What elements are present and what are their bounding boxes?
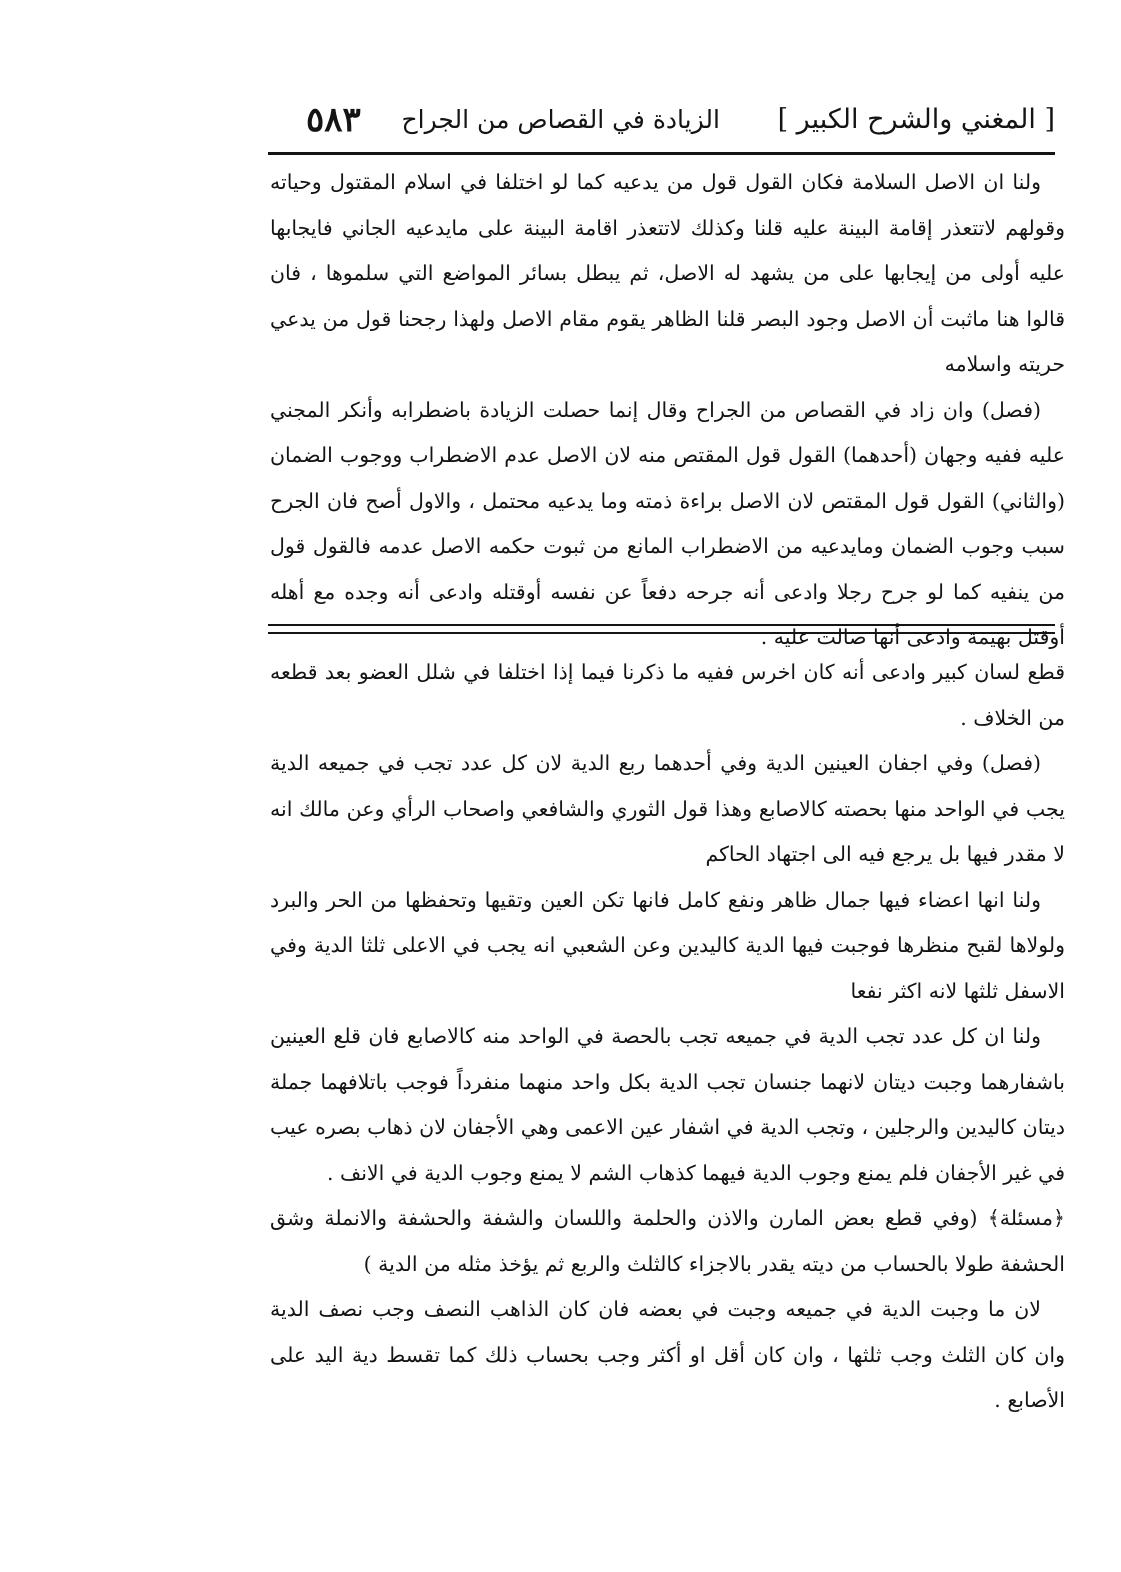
paragraph: (فصل) وان زاد في القصاص من الجراح وقال إنما حصلت الزيادة باضطرابه وأنكر المجني عليه ففيه وجهان (أحدهما) القول قول المقتص منه لان الاصل عدم الاضطراب ووجوب الضمان (والثاني) القول قول المقتص لان الاصل براءة ذمته وما يدعيه محتمل ، والاول أصح فان الجرح سبب وجوب الضمان ومايدعيه من الاضطراب المانع من ثبوت حكمه الاصل عدمه فالقول قول من ينفيه كما لو جرح رجلا وادعى أنه جرحه دفعاً عن نفسه أوقتله وادعى أنه وجده مع أهله أوقتل بهيمة وادعى أنها صالت عليه . — [270, 397, 1065, 649]
chapter-title: الزيادة في القصاص من الجراح — [401, 105, 720, 134]
header-rule — [268, 152, 1055, 155]
paragraph: ولنا ان الاصل السلامة فكان القول قول من يدعيه كما لو اختلفا في اسلام المقتول وحياته وقولهم لاتتعذر إقامة البينة عليه قلنا وكذلك لاتتعذر اقامة البينة على مايدعيه الجاني فايجابها عليه أولى من إيجابها على من يشهد له الاصل، ثم يبطل بسائر المواضع التي سلموها ، فان قالوا هنا ماثبت أن الاصل وجود البصر قلنا الظاهر يقوم مقام الاصل ولهذا رجحنا قول من يدعي حريته واسلامه — [270, 170, 1065, 376]
paragraph: ولنا ان كل عدد تجب الدية في جميعه تجب بالحصة في الواحد منه كالاصابع فان قلع العينين باشفارهما وجبت ديتان لانهما جنسان تجب الدية بكل واحد منهما منفرداً فوجب باتلافهما جملة ديتان كاليدين والرجلين ، وتجب الدية في اشفار عين الاعمى وهي الأجفان لان ذهاب بصره عيب في غير الأجفان فلم يمنع وجوب الدية فيهما كذهاب الشم لا يمنع وجوب الدية في الانف . — [270, 1024, 1065, 1185]
paragraph: لان ما وجبت الدية في جميعه وجبت في بعضه فان كان الذاهب النصف وجب نصف الدية وان كان الثلث وجب ثلثها ، وان كان أقل او أكثر وجب بحساب ذلك كما تقسط دية اليد على الأصابع . — [270, 1297, 1065, 1412]
paragraph: (فصل) وفي اجفان العينين الدية وفي أحدهما ربع الدية لان كل عدد تجب في جميعه الدية يجب في الواحد منها بحصته كالاصابع وهذا قول الثوري والشافعي واصحاب الرأي وعن مالك انه لا مقدر فيها بل يرجع فيه الى اجتهاد الحاكم — [270, 751, 1065, 866]
book-title: [ المغني والشرح الكبير ] — [777, 104, 1055, 135]
paragraph: ﴿مسئلة﴾ (وفي قطع بعض المارن والاذن والحلمة واللسان والشفة والحشفة والانملة وشق الحشفة طولا بالحساب من ديته يقدر بالاجزاء كالثلث والربع ثم يؤخذ مثله من الدية ) — [270, 1206, 1065, 1276]
running-header — [268, 92, 1055, 152]
section-separator — [268, 624, 1055, 634]
paragraph: ولنا انها اعضاء فيها جمال ظاهر ونفع كامل فانها تكن العين وتقيها وتحفظها من الحر والبرد ولولاها لقبح منظرها فوجبت فيها الدية كاليدين وعن الشعبي انه يجب في الاعلى ثلثا الدية وفي الاسفل ثلثها لانه اكثر نفعا — [270, 887, 1065, 1003]
commentary-section — [270, 160, 1065, 661]
paragraph: قطع لسان كبير وادعى أنه كان اخرس ففيه ما ذكرنا فيما إذا اختلفا في شلل العضو بعد قطعه من الخلاف . — [270, 660, 1065, 730]
main-text-section — [270, 650, 1065, 1424]
page-number: ٥٨٣ — [306, 100, 361, 140]
